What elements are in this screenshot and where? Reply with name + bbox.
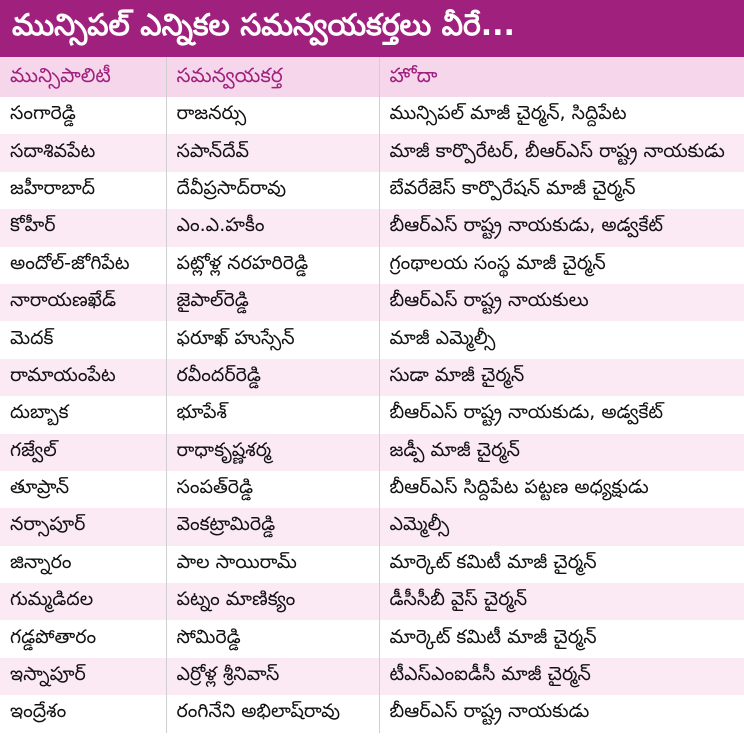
cell-coordinator: జైపాల్‌రెడ్డి bbox=[166, 284, 379, 321]
cell-municipality: తూప్రాన్ bbox=[0, 471, 166, 508]
table-row bbox=[0, 620, 744, 657]
cell-municipality: దుబ్బాక bbox=[0, 396, 166, 433]
header-municipality: మున్సిపాలిటీ bbox=[0, 57, 166, 97]
table-body bbox=[0, 97, 744, 733]
cell-municipality: సంగారెడ్డి bbox=[0, 97, 166, 134]
cell-municipality: గజ్వేల్ bbox=[0, 434, 166, 471]
header-designation: హోదా bbox=[389, 62, 438, 87]
cell-municipality: అందోల్‌-జోగిపేట bbox=[0, 247, 166, 284]
cell-coordinator: పట్లోళ్ల నరహరిరెడ్డి bbox=[166, 247, 379, 284]
table-row bbox=[0, 396, 744, 433]
cell-coordinator: పట్నం మాణిక్యం bbox=[166, 583, 379, 620]
cell-municipality: సదాశివపేట bbox=[0, 134, 166, 171]
cell-designation: బీఆర్ఎస్ రాష్ట్ర నాయకులు bbox=[389, 289, 589, 312]
cell-designation: మాజీ ఎమ్మెల్సీ bbox=[389, 326, 496, 349]
table-row bbox=[0, 583, 744, 620]
table-row bbox=[0, 247, 744, 284]
cell-coordinator: సపాన్‌దేవ్ bbox=[166, 134, 379, 171]
cell-designation: జడ్పీ మాజీ చైర్మన్ bbox=[389, 438, 520, 461]
cell-municipality: గుమ్మడిదల bbox=[0, 583, 166, 620]
cell-designation: మాజీ కార్పొరేటర్, బీఆర్ఎస్ రాష్ట్ర నాయకుడు bbox=[389, 139, 725, 162]
table-row bbox=[0, 134, 744, 171]
cell-designation: బీఆర్ఎస్ రాష్ట్ర నాయకుడు, అడ్వకేట్ bbox=[389, 401, 664, 424]
table-row bbox=[0, 695, 744, 732]
table-row bbox=[0, 658, 744, 695]
table-row bbox=[0, 434, 744, 471]
cell-coordinator: సంపత్‌రెడ్డి bbox=[166, 471, 379, 508]
cell-coordinator: ఎర్రోళ్ల శ్రీనివాస్ bbox=[166, 658, 379, 695]
table-row bbox=[0, 359, 744, 396]
cell-municipality: గడ్డపోతారం bbox=[0, 620, 166, 657]
header-coordinator: సమన్వయకర్త bbox=[166, 57, 379, 97]
coordinators-table bbox=[0, 57, 744, 733]
cell-municipality: నర్సాపూర్ bbox=[0, 508, 166, 545]
title-bar bbox=[0, 0, 744, 57]
cell-coordinator: సోమిరెడ్డి bbox=[166, 620, 379, 657]
cell-coordinator: ఎం.ఎ.హకీం bbox=[166, 209, 379, 246]
cell-coordinator: రాధాకృష్ణశర్మ bbox=[166, 434, 379, 471]
cell-designation: బీఆర్ఎస్ సిద్దిపేట పట్టణ అధ్యక్షుడు bbox=[389, 476, 649, 499]
table-row bbox=[0, 97, 744, 134]
cell-coordinator: రాజనర్సు bbox=[166, 97, 379, 134]
cell-designation: బీఆర్ఎస్ రాష్ట్ర నాయకుడు, అడ్వకేట్ bbox=[389, 214, 664, 237]
cell-designation: సుడా మాజీ చైర్మన్ bbox=[389, 363, 525, 386]
cell-coordinator: ఫరూఖ్ హుస్సేన్ bbox=[166, 321, 379, 358]
cell-designation: టీఎస్ఎంఐడీసీ మాజీ చైర్మన్ bbox=[389, 663, 591, 686]
cell-coordinator: భూపేశ్ bbox=[166, 396, 379, 433]
table-header bbox=[0, 57, 744, 97]
table-row bbox=[0, 284, 744, 321]
cell-designation: గ్రంథాలయ సంస్థ మాజీ చైర్మన్ bbox=[389, 251, 606, 274]
table-row bbox=[0, 321, 744, 358]
cell-municipality: రామాయంపేట bbox=[0, 359, 166, 396]
cell-municipality: కోహీర్ bbox=[0, 209, 166, 246]
cell-designation: మున్సిపల్ మాజీ చైర్మన్, సిద్దిపేట bbox=[389, 102, 627, 125]
cell-municipality: ఇస్నాపూర్ bbox=[0, 658, 166, 695]
table-row bbox=[0, 209, 744, 246]
table-row bbox=[0, 172, 744, 209]
cell-municipality: మెదక్ bbox=[0, 321, 166, 358]
cell-coordinator: రవీందర్‌రెడ్డి bbox=[166, 359, 379, 396]
cell-municipality: నారాయణఖేడ్ bbox=[0, 284, 166, 321]
cell-municipality: జహీరాబాద్ bbox=[0, 172, 166, 209]
table-row bbox=[0, 546, 744, 583]
cell-coordinator: రంగినేని అభిలాష్‌రావు bbox=[166, 695, 379, 732]
cell-municipality: జిన్నారం bbox=[0, 546, 166, 583]
cell-designation: బీఆర్ఎస్ రాష్ట్ర నాయకుడు bbox=[389, 700, 590, 723]
table-row bbox=[0, 508, 744, 545]
cell-designation: ఎమ్మెల్సీ bbox=[389, 513, 450, 536]
page-title: మున్సిపల్ ఎన్నికల సమన్వయకర్తలు వీరే... bbox=[12, 7, 515, 43]
cell-coordinator: వెంకట్రామిరెడ్డి bbox=[166, 508, 379, 545]
cell-designation: బేవరేజెస్ కార్పొరేషన్ మాజీ చైర్మన్ bbox=[389, 176, 636, 199]
table-row bbox=[0, 471, 744, 508]
cell-designation: డీసీసీబీ వైస్ చైర్మన్ bbox=[389, 588, 528, 611]
cell-designation: మార్కెట్ కమిటీ మాజీ చైర్మన్ bbox=[389, 625, 597, 648]
cell-coordinator: దేవీప్రసాద్‌రావు bbox=[166, 172, 379, 209]
cell-coordinator: పాల సాయిరామ్ bbox=[166, 546, 379, 583]
cell-designation: మార్కెట్ కమిటీ మాజీ చైర్మన్ bbox=[389, 550, 597, 573]
cell-municipality: ఇంద్రేశం bbox=[0, 695, 166, 732]
header-row bbox=[0, 57, 744, 97]
